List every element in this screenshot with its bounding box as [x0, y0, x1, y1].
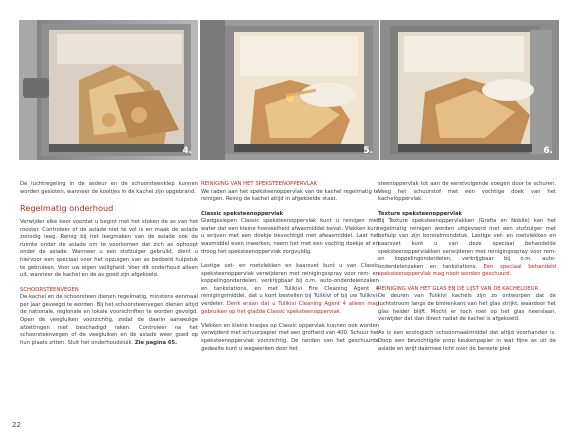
- page-reference: Zie pagina 65.: [134, 339, 178, 346]
- fireplace-wood-image: [19, 20, 198, 160]
- subsection-heading: SCHOORSTEENVEGEN: [20, 286, 79, 293]
- step-number: 6.: [543, 146, 553, 156]
- warning-text: Een speciaal behandeld speksteenoppervlak mag nooit worden geschuurd.: [378, 263, 557, 278]
- paragraph: [378, 218, 556, 279]
- paragraph: De deuren van Tulikivi kachels zijn zo ontworpen dat de luchtstroom langs de binnenkant van het glas strijkt, waardoor het glas helder blijft. Mocht er toch roet op het glas neerslaan, verwijder dat dan direct nadat de kachel is afgekoeld.: [378, 293, 556, 323]
- column-1: [20, 181, 198, 354]
- photo-step-5: [200, 20, 379, 160]
- subsection-heading: Classic speksteenoppervlak: [201, 210, 284, 217]
- lighting-fire-image: [200, 20, 379, 160]
- paragraph: Vlekken en kleine krasjes op Classic oppervlak kunnen ook worden verwijderd met schuurpapier met een grofheid van 400. Schuur het speksteenoppervlak voorzichtig. De randen van het geschuurde gedeelte kunt u wegwerken door het: [201, 322, 379, 352]
- section-heading: REINIGING VAN HET GLAS EN DE LIJST VAN DE KACHELDEUR: [378, 285, 539, 292]
- page-number: 22: [12, 421, 21, 429]
- paragraph: steenoppervlak tot aan de eerstvolgende voegen door te schuren. Veeg het schuurstof met een vochtige doek van het kacheloppervlak.: [378, 181, 556, 203]
- step-number: 4.: [182, 146, 192, 156]
- paragraph: Verwijder elke keer voordat u begint met het stoken de as van het rooster. Controleer of de aslade niet te vol is en maak de aslade zonodig leeg. Reinig bij het leegmaken van de aslade ook de ruimte onder de aslade om te voorkomen dat zich as ophoopt onder de aslade. Wanneer u een stofzuiger gebruikt, dient u hiervoor een speciaal voor het opzuigen van as bedoeld hulpstuk te gebruiken. Voor uw eigen veiligheid: Voer dit onderhoud alleen uit, wanneer de kachel en de as goed zijn afgekoeld.: [20, 218, 198, 279]
- photo-step-6: [380, 20, 559, 160]
- warning-text: Denk eraan dat u Tulikivi Cleaning Agent 4 alleen mag gebruiken op het gladde Classic speksteenoppervlak.: [201, 300, 380, 315]
- paragraph: Gladgeslepen Classic speksteenoppervlak kunt u reinigen met water dat een kleine hoeveelheid afwasmiddel bevat. Vlekken kunt u wrijven met een doekje bevochtigd met afwasmiddel. Laat het wasmiddel even inwerken, neem het met een vochtig doekje af en droog het speksteenoppervlak zorgvuldig.: [201, 218, 379, 255]
- section-heading: Regelmatig onderhoud: [20, 202, 114, 213]
- paragraph-text: De kachel en de schoorsteen dienen regelmatig, minstens eenmaal per jaar geveegd te worden. Bij het schoorsteenvegen dienen altijd de nationale, regionale en lokale voorschriften te worden gevolgd. Open de veegluiken voorzichtig, zodat de daarin aanwezige afzettingen niet beschadigd raken. Controleer na het schoorsteenvegen of de veegluiken en de aslade weer goed op hun plaats zitten. Sluit het onderhoudsluik.: [20, 294, 198, 346]
- paragraph: As is een ecologisch schoonmaakmiddel dat altijd voorhanden is. Doop een bevochtigde prop keukenpapier in wat fijne as uit de aslade en wrijf daarmee licht over de bereete plek: [378, 330, 556, 352]
- photo-step-4: [19, 20, 198, 160]
- subsection-heading: Texture speksteenoppervlak: [378, 210, 463, 217]
- fireplace-door-image: [380, 20, 559, 160]
- section-heading: REINIGING VAN HET SPEKSTEENOPPERVLAK: [201, 181, 318, 187]
- paragraph: [20, 294, 198, 347]
- column-2: [201, 181, 379, 360]
- paragraph: De luchtregeling in de asdeur en de schoorsteenklep kunnen worden gesloten, wanneer de kooltjes in de kachel zijn opgebrand.: [20, 181, 198, 195]
- column-3: [378, 181, 556, 360]
- paragraph-text: Lastige vet- en roetvlekken en kaarsvet kunt u van Classic speksteenoppervlak verwijderen met reinigingsspray voor rem- en koppelingonderdelen, verkrijgbaar bij o.m. auto-onderdelenzaken en tankstations, en met Tulikivi Fire Cleaning Agent 4 reinigingsmiddel, dat u kunt bestellen bij Tulikivi of bij uw Tulikivi-verdeler.: [201, 262, 379, 307]
- paragraph-text: Bij Texture speksteenoppervlakken (Grafia en Nobile) kan het regelmatig reinigen worden uitgevoerd met een stofzuiger met behulp van zijn borstelmondstuk. Lastige vet- en roetvlekken en kaarsvet kunt u van deze speciaal behandelde speksteenoppervlakken verwijderen met reinigingsspray voor rem- en koppelingonderdelen, verkrijgbaar bij o.m. auto-onderdelenzaken en tankstations.: [378, 218, 556, 270]
- step-number: 5.: [363, 146, 373, 156]
- paragraph: [201, 263, 379, 316]
- paragraph: We raden aan het speksteenoppervlak van de kachel regelmatig te reinigen. Reinig de kachel altijd in afgekoelde staat.: [201, 188, 379, 203]
